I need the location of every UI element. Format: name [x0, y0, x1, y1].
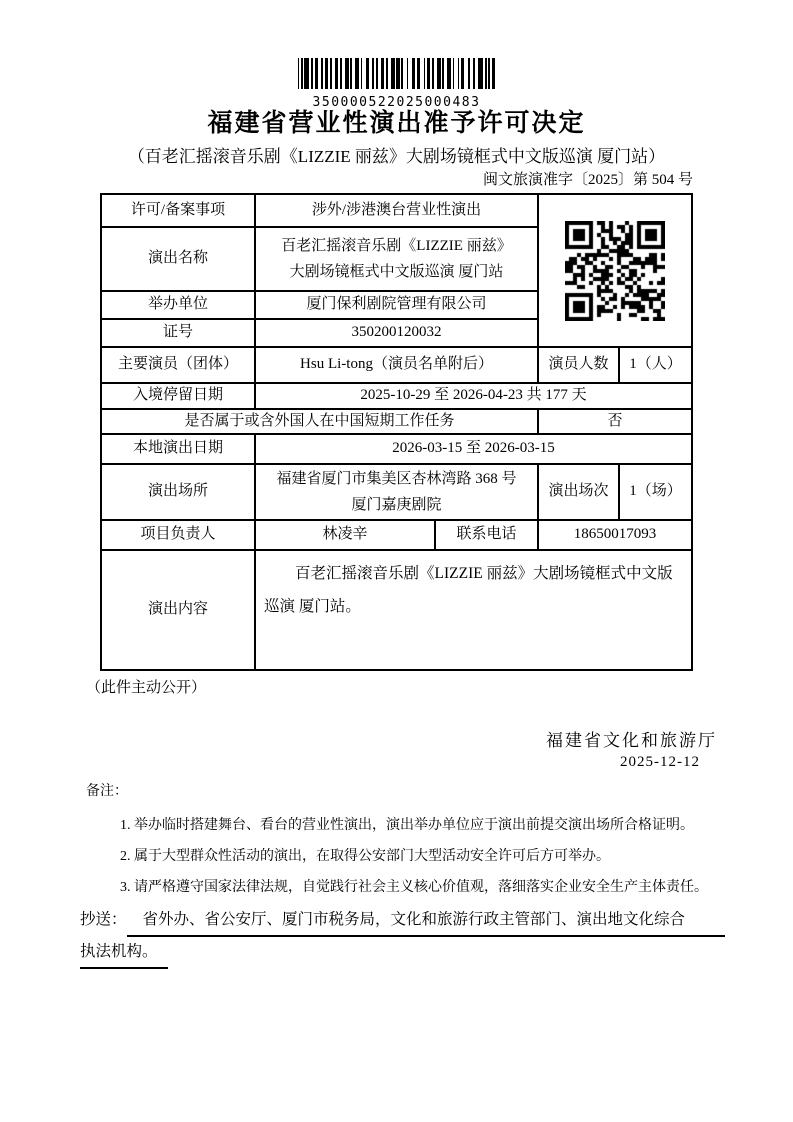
issue-date: 2025-12-12 [620, 754, 700, 770]
show-name-line2: 大剧场镜框式中文版巡演 厦门站 [289, 264, 504, 280]
row-manager [102, 519, 691, 549]
organizer-value: 厦门保利剧院管理有限公司 [254, 292, 537, 318]
entry-stay-value: 2025-10-29 至 2026-04-23 共 177 天 [254, 384, 691, 408]
show-name-label: 演出名称 [147, 250, 208, 267]
phone-value: 18650017093 [537, 521, 691, 549]
row-entry-stay [102, 382, 691, 408]
performer-count-value: 1（人） [618, 348, 691, 382]
doc-number: 闽文旅演准字〔2025〕第 504 号 [482, 172, 693, 188]
note-item-1: 1. 举办临时搭建舞台、看台的营业性演出，演出举办单位应于演出前提交演出场所合格证明。 [120, 818, 694, 833]
qr-cell [537, 195, 691, 346]
cc-label: 抄送： [80, 911, 127, 928]
cert-no-label: 证号 [162, 324, 193, 341]
show-count-label: 演出场次 [537, 465, 618, 519]
cert-no-value: 350200120032 [254, 320, 537, 346]
venue-label: 演出场所 [147, 483, 208, 500]
show-name-line1: 百老汇摇滚音乐剧《LIZZIE 丽兹》 [281, 237, 512, 254]
table-top-left [102, 195, 537, 346]
content-label: 演出内容 [147, 601, 208, 618]
page-subtitle: （百老汇摇滚音乐剧《LIZZIE 丽兹》大剧场镜框式中文版巡演 厦门站） [127, 147, 666, 166]
row-local-dates [102, 433, 691, 463]
manager-label: 项目负责人 [140, 526, 216, 543]
row-show-name [102, 226, 537, 290]
local-dates-label: 本地演出日期 [132, 440, 223, 457]
public-note: （此件主动公开） [86, 680, 207, 696]
show-count-value: 1（场） [618, 465, 691, 519]
performer-count-label: 演员人数 [537, 348, 618, 382]
note-item-2: 2. 属于大型群众性活动的演出，在取得公安部门大型活动安全许可后方可举办。 [120, 849, 610, 864]
local-dates-value: 2026-03-15 至 2026-03-15 [254, 435, 691, 463]
entry-stay-label: 入境停留日期 [132, 387, 223, 404]
permit-table [100, 193, 693, 671]
issuing-authority: 福建省文化和旅游厅 [546, 731, 717, 750]
phone-label: 联系电话 [434, 521, 537, 549]
row-foreign-work [102, 408, 691, 433]
performers-label: 主要演员（团体） [117, 356, 238, 373]
table-top-section [102, 195, 691, 348]
foreign-work-value: 否 [537, 410, 691, 433]
row-performers [102, 348, 691, 382]
row-cert-no [102, 318, 537, 346]
manager-value: 林凌辛 [254, 521, 434, 549]
show-name-value [254, 228, 537, 290]
row-venue [102, 463, 691, 519]
content-value: 百老汇摇滚音乐剧《LIZZIE 丽兹》大剧场镜框式中文版巡演 厦门站。 [254, 551, 691, 669]
cc-text-line2: 执法机构。 [80, 937, 168, 969]
row-organizer [102, 290, 537, 318]
performers-value: Hsu Li-tong（演员名单附后） [254, 348, 537, 382]
venue-line1: 福建省厦门市集美区杏林湾路 368 号 [276, 470, 517, 487]
organizer-label: 举办单位 [147, 296, 208, 313]
barcode-number: 350000522025000483 [312, 95, 481, 110]
row-content [102, 549, 691, 669]
venue-line2: 厦门嘉庚剧院 [351, 497, 442, 513]
permit-item-value: 涉外/涉港澳台营业性演出 [254, 195, 537, 226]
page-title: 福建省营业性演出准予许可决定 [207, 109, 586, 137]
note-item-3: 3. 请严格遵守国家法律法规，自觉践行社会主义核心价值观，落细落实企业安全生产主体责任。 [120, 880, 708, 895]
row-permit-item [102, 195, 537, 226]
qr-code [565, 221, 665, 321]
notes-label: 备注： [86, 784, 128, 799]
foreign-work-label: 是否属于或含外国人在中国短期工作任务 [184, 412, 455, 429]
venue-value [254, 465, 537, 519]
permit-item-label: 许可/备案事项 [130, 201, 226, 218]
cc-text-line1: 省外办、省公安厅、厦门市税务局，文化和旅游行政主管部门、演出地文化综合 [127, 905, 726, 937]
barcode-image [298, 58, 496, 89]
cc-block [80, 905, 735, 969]
